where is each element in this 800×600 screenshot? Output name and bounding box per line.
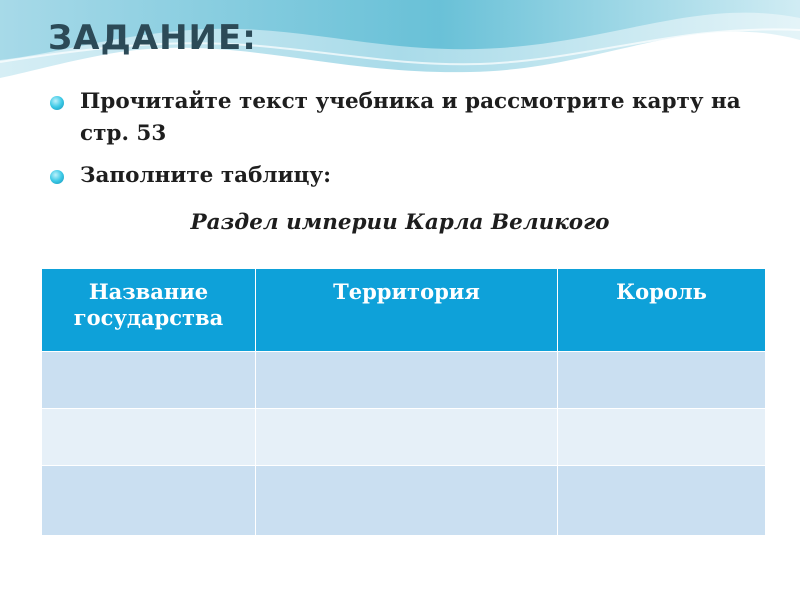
table-cell[interactable] [42, 409, 256, 466]
column-header-king: Король [558, 269, 766, 352]
table-cell[interactable] [256, 409, 558, 466]
table-row [42, 466, 766, 536]
column-header-territory: Территория [256, 269, 558, 352]
bullet-dot-icon [50, 170, 64, 184]
table-cell[interactable] [558, 352, 766, 409]
answer-table [41, 268, 766, 536]
instruction-read [50, 86, 770, 150]
instruction-read-text: Прочитайте текст учебника и рассмотрите карту на стр. 53 [80, 89, 741, 146]
instruction-list [50, 86, 770, 192]
table-cell[interactable] [256, 352, 558, 409]
table-cell[interactable] [558, 466, 766, 536]
table-cell[interactable] [558, 409, 766, 466]
table-row [42, 409, 766, 466]
table-caption: Раздел империи Карла Великого [190, 210, 610, 235]
instruction-fill-text: Заполните таблицу: [80, 163, 332, 188]
table-cell[interactable] [42, 466, 256, 536]
bullet-dot-icon [50, 96, 64, 110]
table-row [42, 352, 766, 409]
table-cell[interactable] [42, 352, 256, 409]
slide-title: ЗАДАНИЕ: [48, 18, 257, 58]
instruction-fill [50, 160, 770, 192]
column-header-state-name: Название государства [42, 269, 256, 352]
table-cell[interactable] [256, 466, 558, 536]
table-header-row [42, 269, 766, 352]
